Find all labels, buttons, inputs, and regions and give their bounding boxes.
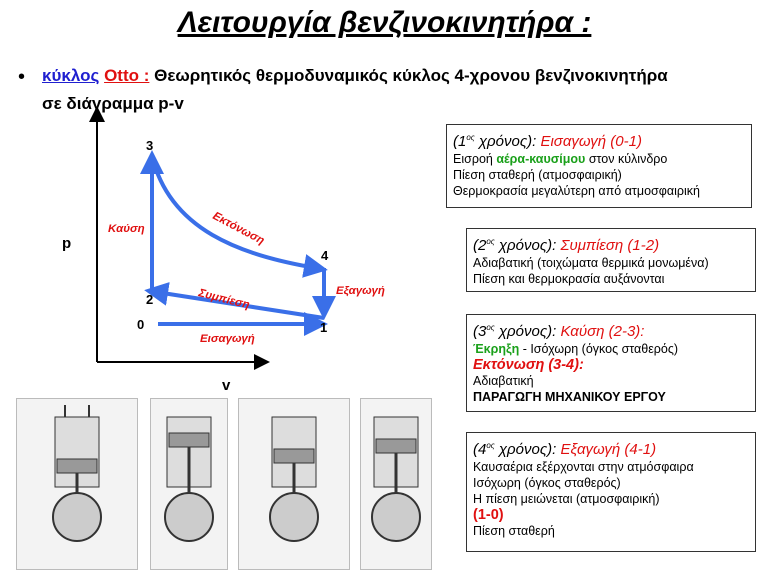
point-4: 4 — [321, 248, 329, 263]
point-0: 0 — [137, 317, 145, 332]
label-expansion: Εκτόνωση — [210, 210, 267, 248]
cycle-word: κύκλος — [42, 66, 100, 85]
stroke-4-line-5: Πίεση σταθερή — [473, 524, 555, 538]
label-combustion: Καύση — [108, 223, 145, 235]
engine-intake-image — [16, 398, 138, 570]
engine-combustion-image — [238, 398, 350, 570]
engine-exhaust-image — [360, 398, 432, 570]
bullet-marker: • — [18, 66, 26, 88]
engine-intake-icon — [17, 399, 137, 559]
point-1: 1 — [320, 320, 328, 335]
label-compression: Συμπίεση — [197, 287, 251, 312]
point-3: 3 — [146, 138, 154, 153]
engine-combustion-icon — [239, 399, 349, 559]
stroke-2-heading: ($2^{o\varsigma}$ χρόνος): Συμπίεση (1-2) — [473, 237, 660, 254]
stroke-2-line-1: Αδιαβατική (τοιχώματα θερμικά μονωμένα) — [473, 256, 709, 270]
p-axis-label: p — [62, 235, 72, 252]
stroke-3-box — [466, 314, 756, 412]
stroke-2-line-2: Πίεση και θερμοκρασία αυξάνονται — [473, 272, 665, 286]
intro-text-1: Θεωρητικός θερμοδυναμικός κύκλος 4-χρονου βενζινοκινητήρα — [154, 66, 668, 85]
v-axis-label: v — [222, 377, 231, 390]
stroke-3-heading: ($3^{o\varsigma}$ χρόνος): Καύση (2-3): — [473, 323, 645, 340]
stroke-1-box — [446, 124, 752, 208]
intro-line-1 — [42, 66, 668, 86]
stroke-2-box — [466, 228, 756, 292]
stroke-4-line-2: Ισόχωρη (όγκος σταθερός) — [473, 476, 621, 490]
stroke-3-line-4: ΠΑΡΑΓΩΓΗ ΜΗΧΑΝΙΚΟΥ ΕΡΓΟΥ — [473, 390, 666, 404]
stroke-4-line-3: Η πίεση μειώνεται (ατμοσφαιρική) — [473, 492, 660, 506]
stroke-4-heading: ($4^{o\varsigma}$ χρόνος): Εξαγωγή (4-1) — [473, 441, 657, 458]
point-2: 2 — [146, 292, 154, 307]
stroke-1-line-1: Εισροή αέρα-καυσίμου στον κύλινδρο — [453, 152, 668, 166]
engine-exhaust-icon — [361, 399, 431, 559]
pv-diagram — [40, 100, 400, 390]
stroke-1-line-3: Θερμοκρασία μεγαλύτερη από ατμοσφαιρική — [453, 184, 700, 198]
page-title: Λειτουργία βενζινοκινητήρα : — [177, 6, 592, 39]
stroke-3-line-2: Εκτόνωση (3-4): — [473, 357, 584, 373]
stroke-4-line-4: (1-0) — [473, 507, 504, 523]
label-exhaust: Εξαγωγή — [336, 285, 385, 297]
stroke-1-line-2: Πίεση σταθερή (ατμοσφαιρική) — [453, 168, 622, 182]
engine-compression-image — [150, 398, 228, 570]
expansion-path — [152, 156, 316, 268]
intro-line-2: σε διάγραμμα p-v — [42, 94, 184, 113]
label-intake: Εισαγωγή — [200, 333, 255, 345]
otto-word: Otto : — [104, 66, 150, 85]
stroke-4-box — [466, 432, 756, 552]
engine-compression-icon — [151, 399, 227, 559]
stroke-4-line-1: Καυσαέρια εξέρχονται στην ατμόσφαιρα — [473, 460, 694, 474]
stroke-1-heading: ($1^{o\varsigma}$ χρόνος): Εισαγωγή (0-1) — [453, 133, 642, 150]
stroke-3-line-3: Αδιαβατική — [473, 374, 534, 388]
stroke-3-line-1: Έκρηξη - Ισόχωρη (όγκος σταθερός) — [473, 342, 679, 356]
